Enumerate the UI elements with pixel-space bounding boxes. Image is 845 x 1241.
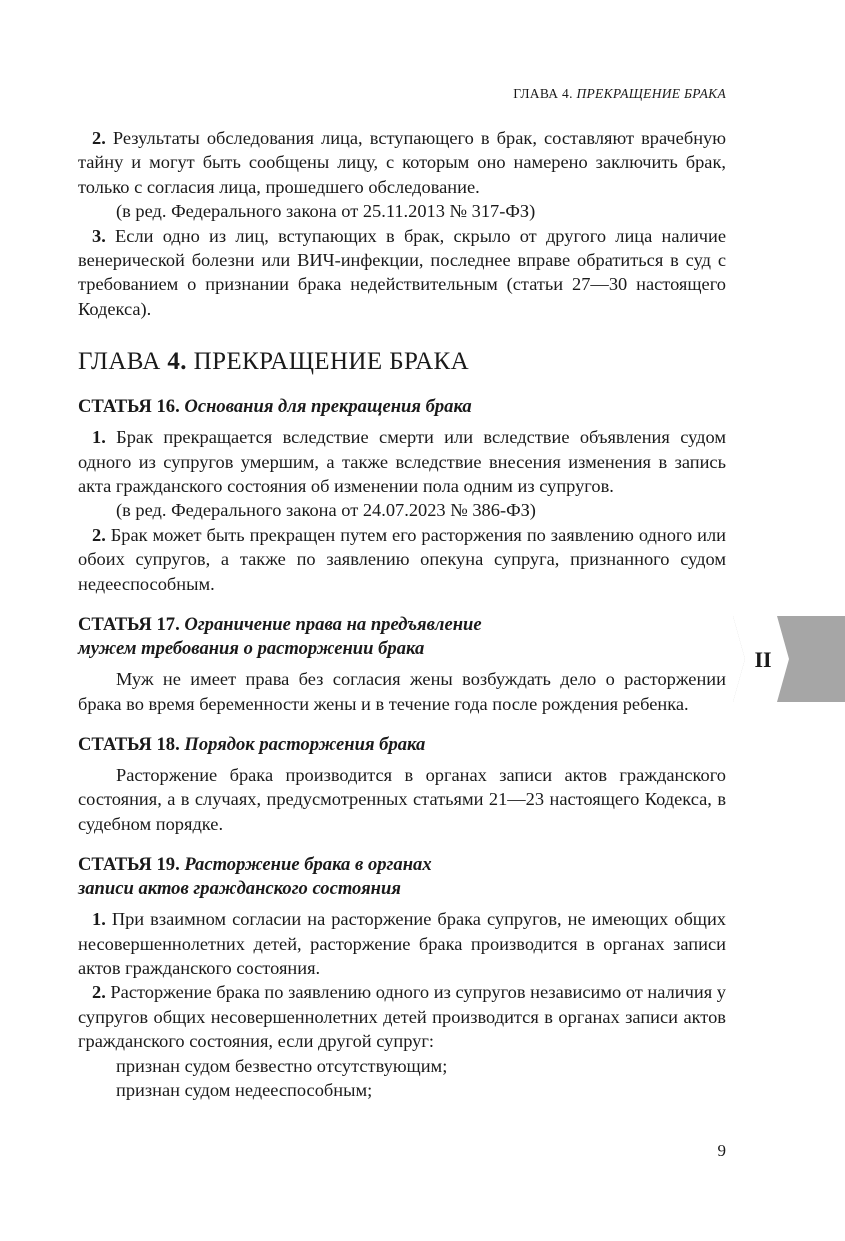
article-label: СТАТЬЯ 16. <box>78 396 180 418</box>
intro-paragraph-2 <box>78 126 726 199</box>
article-16-heading <box>78 395 726 419</box>
article-title-line-1: Расторжение брака в органах <box>184 854 432 876</box>
section-tab-shape <box>733 616 845 702</box>
paragraph-number: 1. <box>92 909 106 930</box>
article-18-heading <box>78 733 726 757</box>
intro-paragraph-3 <box>78 224 726 322</box>
chapter-label: ГЛАВА <box>78 348 161 376</box>
paragraph-number: 2. <box>92 982 106 1003</box>
paragraph-number: 3. <box>92 225 106 246</box>
chapter-heading <box>78 347 726 377</box>
paragraph-text: Результаты обследования лица, вступающего в брак, составляют врачебную тайну и могут быть сообщены лицу, с которым оно намерено заключить брак, только с согласия лица, прошедшего обследование. <box>78 128 726 197</box>
amendment-note: (в ред. Федерального закона от 24.07.2023 № 386-ФЗ) <box>116 500 536 521</box>
chapter-number: 4. <box>167 348 187 376</box>
article-title-line-1: Ограничение права на предъявление <box>184 614 482 636</box>
list-item: признан судом безвестно отсутствующим; <box>116 1055 448 1076</box>
article-16-paragraph-1 <box>78 425 726 498</box>
article-title-line-2: записи актов гражданского состояния <box>78 878 401 900</box>
running-head-title: ПРЕКРАЩЕНИЕ БРАКА <box>576 86 726 101</box>
running-head-label: ГЛАВА <box>513 86 559 101</box>
chapter-title: ПРЕКРАЩЕНИЕ БРАКА <box>193 348 470 376</box>
running-head <box>78 86 726 102</box>
article-19-heading <box>78 853 726 901</box>
section-tab-label: II <box>754 647 772 672</box>
article-17-text: Муж не имеет права без согласия жены возбуждать дело о расторжении брака во время беременности жены и в течение года после рождения ребенка. <box>78 669 726 714</box>
running-head-number: 4. <box>562 86 573 101</box>
list-item: признан судом недееспособным; <box>116 1079 373 1100</box>
article-19-paragraph-1 <box>78 907 726 980</box>
article-title-line-2: мужем требования о расторжении брака <box>78 638 425 660</box>
paragraph-text: Расторжение брака по заявлению одного из супругов независимо от наличия у супругов общих несовершеннолетних детей производится в органах записи актов гражданского состояния, если другой супруг: <box>78 982 726 1052</box>
paragraph-number: 1. <box>92 427 106 448</box>
amendment-note: (в ред. Федерального закона от 25.11.2013 № 317-ФЗ) <box>116 201 536 222</box>
article-title: Основания для прекращения брака <box>184 396 472 418</box>
paragraph-text: Если одно из лиц, вступающих в брак, скрыло от другого лица наличие венерической болезни или ВИЧ-инфекции, последнее вправе обратиться в суд с требованием о признании брака недействительным (статьи 27—30 настоящего Кодекса). <box>78 225 726 319</box>
article-label: СТАТЬЯ 18. <box>78 733 180 755</box>
page-number: 9 <box>717 1141 726 1160</box>
article-label: СТАТЬЯ 17. <box>78 614 180 636</box>
paragraph-number: 2. <box>92 524 106 545</box>
article-18-text: Расторжение брака производится в органах записи актов гражданского состояния, а в случаях, предусмотренных статьями 21—23 настоящего Кодекса, в судебном порядке. <box>78 764 726 834</box>
paragraph-text: Брак прекращается вследствие смерти или вследствие объявления судом одного из супругов умершим, а также вследствие внесения изменения в запись акта гражданского состояния об изменении пола одним из супругов. <box>78 427 726 497</box>
article-16-paragraph-2 <box>78 523 726 596</box>
section-thumb-tab <box>733 616 845 702</box>
article-label: СТАТЬЯ 19. <box>78 854 180 876</box>
paragraph-number: 2. <box>92 128 106 148</box>
article-title: Порядок расторжения брака <box>184 733 426 755</box>
paragraph-text: Брак может быть прекращен путем его расторжения по заявлению одного или обоих супругов, а также по заявлению опекуна супруга, признанного судом недееспособным. <box>78 524 726 594</box>
page-body <box>78 126 726 1102</box>
article-19-paragraph-2 <box>78 980 726 1053</box>
paragraph-text: При взаимном согласии на расторжение брака супругов, не имеющих общих несовершеннолетних детей, расторжение брака производится в органах записи актов гражданского состояния. <box>78 909 726 978</box>
article-17-heading <box>78 613 726 661</box>
